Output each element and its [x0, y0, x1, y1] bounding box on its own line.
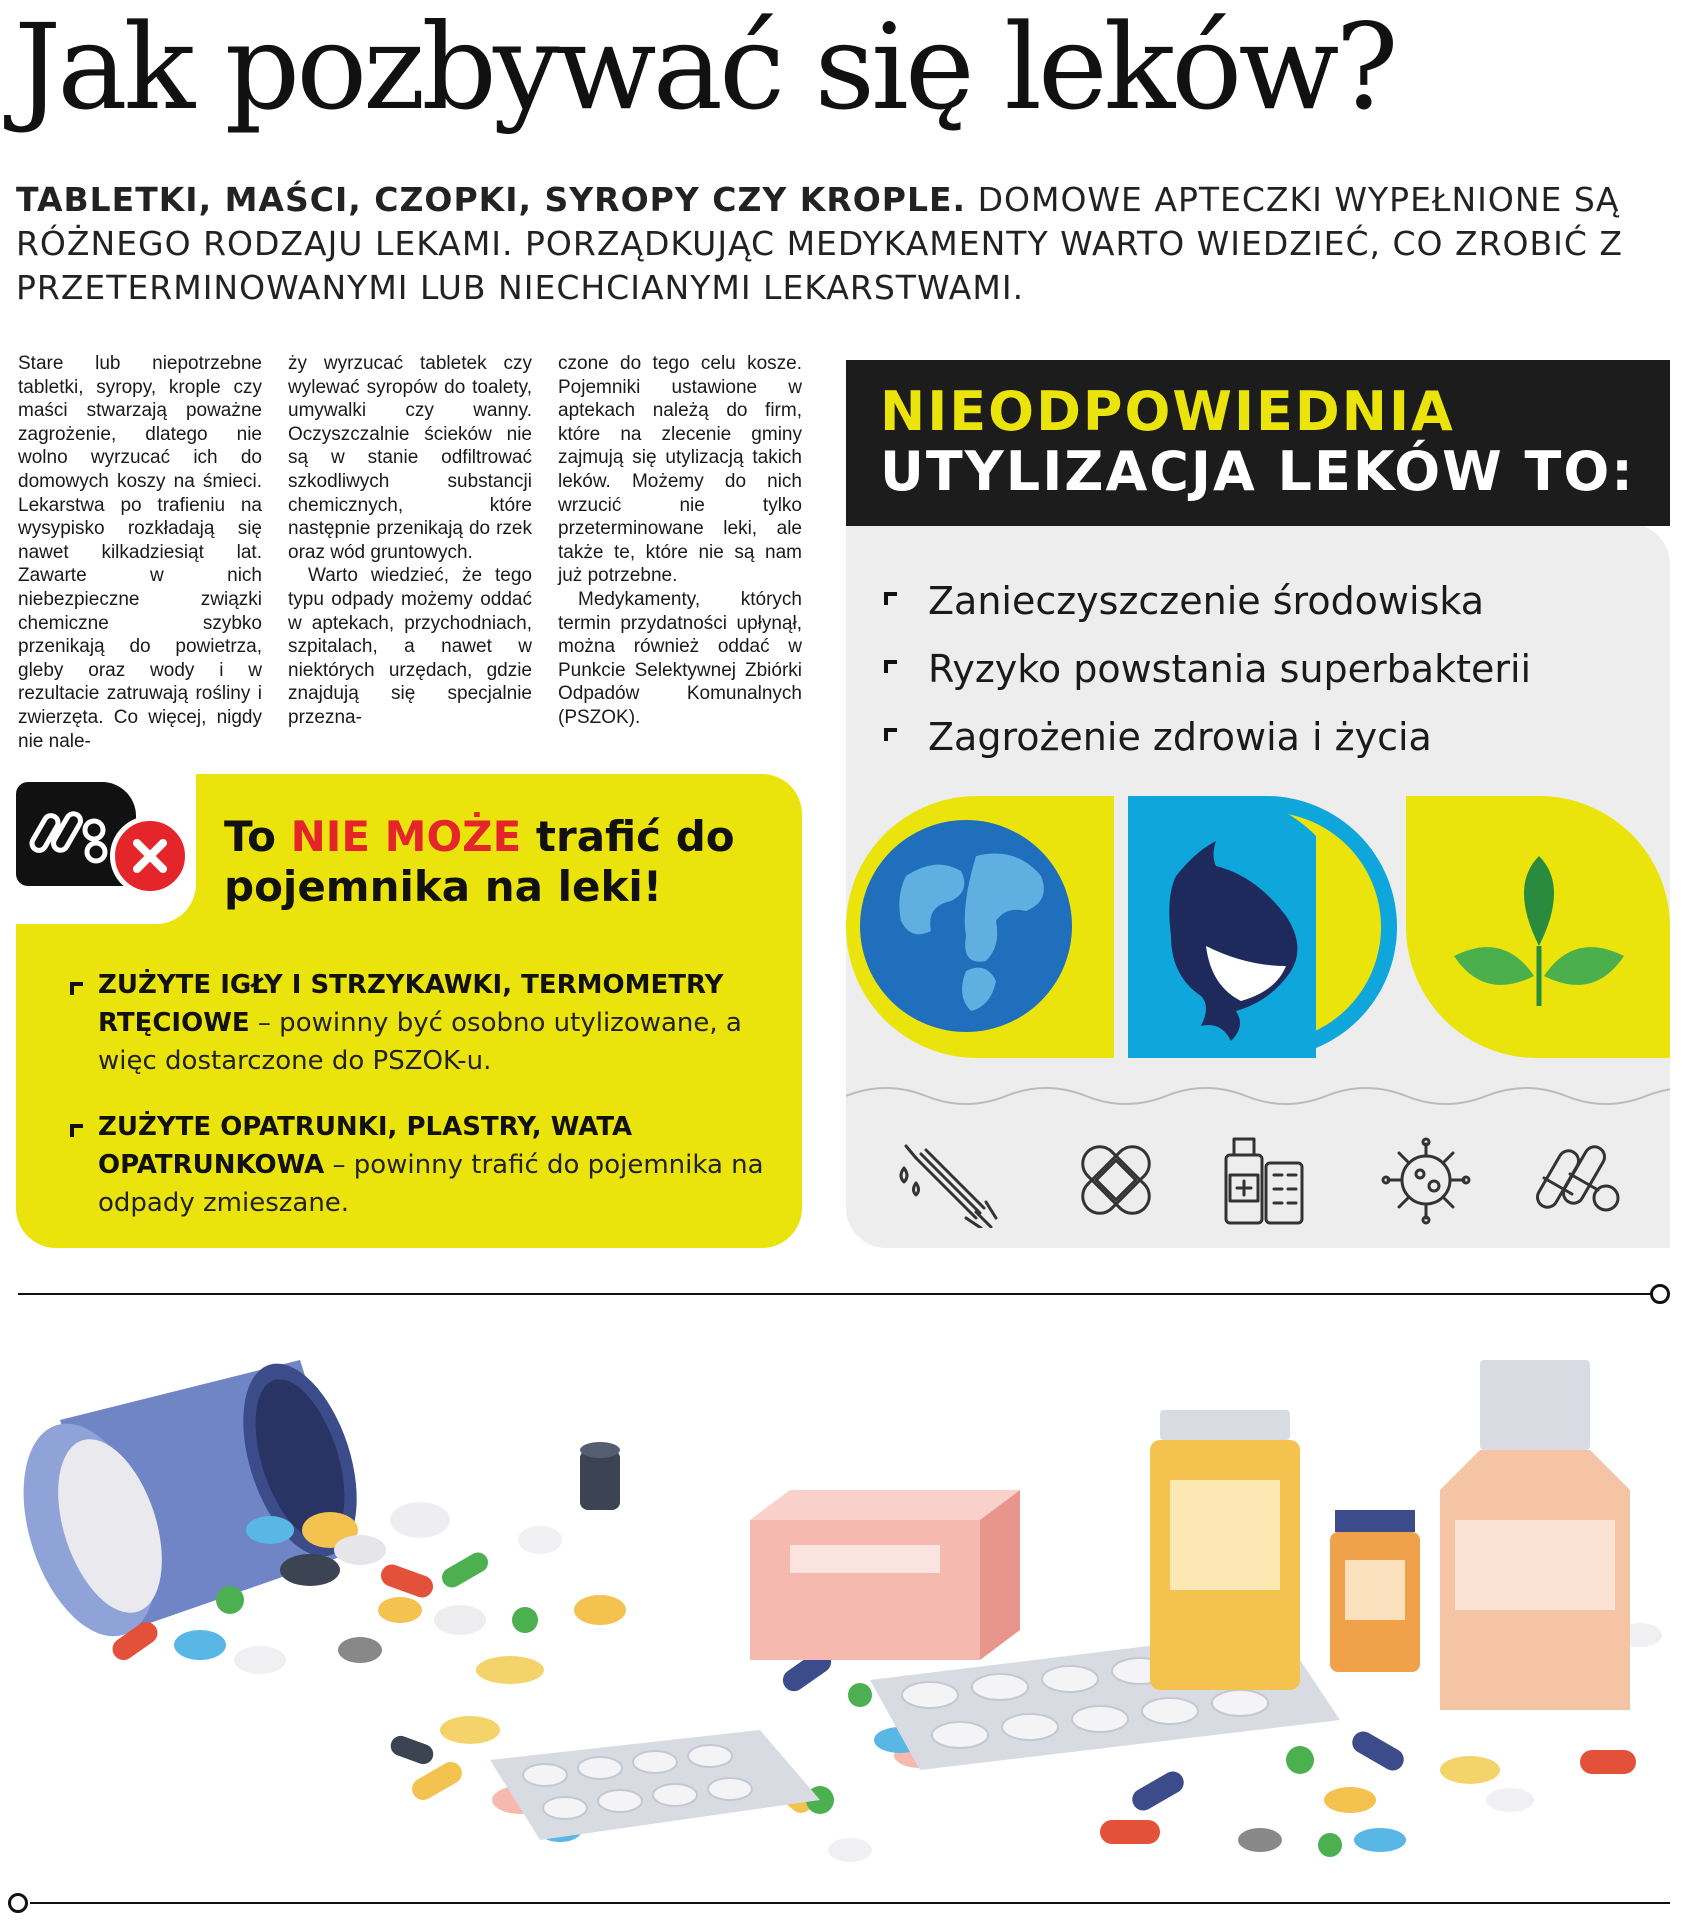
body-column-3 — [558, 352, 802, 730]
peach-bottle-icon — [1440, 1360, 1630, 1710]
yellow-bottle-icon — [1150, 1410, 1300, 1690]
divider-line — [18, 1293, 1654, 1295]
pills-icon — [1534, 1143, 1618, 1211]
bullet-icon — [884, 728, 897, 741]
body-paragraph: Stare lub niepotrzebne tabletki, syropy, krople czy maści stwarzają poważne zagrożenie, dlatego nie wolno wyrzucać ich do domowych koszy na śmieci. Lekarstwa po trafieniu na wysypisko rozkładają się nawet kilkadziesiąt lat. Zawarte w nich niebezpieczne związki chemiczne szybko przenikają do powietrza, gleby oraz wody i w rezultacie zatruwają rośliny i zwierzęta. Co więcej, nigdy nie nale- — [18, 353, 262, 752]
body-paragraph: Medykamenty, których termin przydatności upłynął, można również oddać w Punkcie Selektywnej Zbiórki Odpadów Komunalnych (PSZOK). — [558, 588, 802, 728]
body-column-2 — [288, 352, 532, 730]
bullet-icon — [884, 660, 897, 673]
lead-paragraph — [16, 178, 1666, 310]
risk-item: Ryzyko powstania superbakterii — [928, 647, 1532, 691]
risk-item: Zanieczyszczenie środowiska — [928, 579, 1484, 623]
bacteria-icon — [1383, 1139, 1469, 1223]
medicine-illustration — [0, 1330, 1686, 1890]
small-orange-bottle-icon — [1330, 1510, 1420, 1672]
body-paragraph: Warto wiedzieć, że tego typu odpady możemy oddać w aptekach, przychodniach, szpitalach, a nawet w niektórych urzędach, gdzie znajdują się specjalnie przezna- — [288, 565, 532, 728]
page-title: Jak pozbywać się leków? — [14, 0, 1395, 136]
close-x-icon — [110, 816, 190, 896]
bandage-icon — [1076, 1140, 1157, 1221]
bullet-icon — [70, 1124, 83, 1137]
globe-icon — [846, 796, 1114, 1058]
footer-divider-line — [30, 1902, 1670, 1904]
tipped-pill-bottle-icon — [0, 1349, 378, 1653]
medicine-box-icon — [750, 1490, 1020, 1660]
divider-ring-icon — [1650, 1284, 1670, 1304]
warning-heading: To NIE MOŻE trafić do pojemnika na leki! — [224, 812, 735, 911]
wave-divider — [846, 1076, 1670, 1116]
warning-heading-red: NIE MOŻE — [290, 812, 522, 861]
warning-item: ZUŻYTE IGŁY I STRZYKAWKI, TERMOMETRY RTĘCIOWE – powinny być osobno utylizowane, a więc dostarczone do PSZOK-u. — [98, 970, 742, 1076]
panel-header — [846, 360, 1670, 526]
lead-rest: DOMOWE APTECZKI WYPEŁNIONE SĄ RÓŻNEGO RODZAJU LEKAMI. PORZĄDKUJĄC MEDYKAMENTY WARTO WIEDZIEĆ, CO ZROBIĆ Z PRZETERMINOWANYMI LUB NIECHCIANYMI LEKARSTWAMI. — [16, 180, 1624, 307]
leaves-icon — [1406, 796, 1670, 1058]
bullet-icon — [70, 982, 83, 995]
body-column-1 — [18, 352, 262, 753]
environment-icons — [846, 796, 1670, 1058]
body-paragraph: ży wyrzucać tabletek czy wylewać syropów do toalety, umywalki czy wanny. Oczyszczalnie ścieków nie są w stanie odfiltrować szkodliwych substancji chemicznych, które następnie przenikają do rzek oraz wód gruntowych. — [288, 353, 532, 563]
lead-strong: TABLETKI, MAŚCI, CZOPKI, SYROPY CZY KROPLE. — [16, 180, 967, 219]
warning-item: ZUŻYTE OPATRUNKI, PLASTRY, WATA OPATRUNKOWA – powinny trafić do pojemnika na odpady zmieszane. — [98, 1112, 764, 1218]
panel-heading-line1: NIEODPOWIEDNIA — [880, 380, 1455, 443]
body-paragraph: czone do tego celu kosze. Pojemniki ustawione w aptekach należą do firm, które na zlecenie gminy zajmują się utylizacją takich leków. Możemy do nich wrzucić nie tylko przeterminowane leki, ale także te, które nie są nam już potrzebne. — [558, 353, 802, 587]
waste-icons-row — [846, 1128, 1670, 1228]
whale-icon — [1128, 796, 1397, 1058]
risk-item: Zagrożenie zdrowia i życia — [928, 715, 1432, 759]
footer-ring-icon — [8, 1893, 28, 1913]
medicine-bottle-icon — [1226, 1139, 1302, 1223]
panel-heading-line2: UTYLIZACJA LEKÓW TO: — [880, 440, 1635, 503]
bullet-icon — [884, 592, 897, 605]
syringe-icon — [901, 1146, 996, 1228]
